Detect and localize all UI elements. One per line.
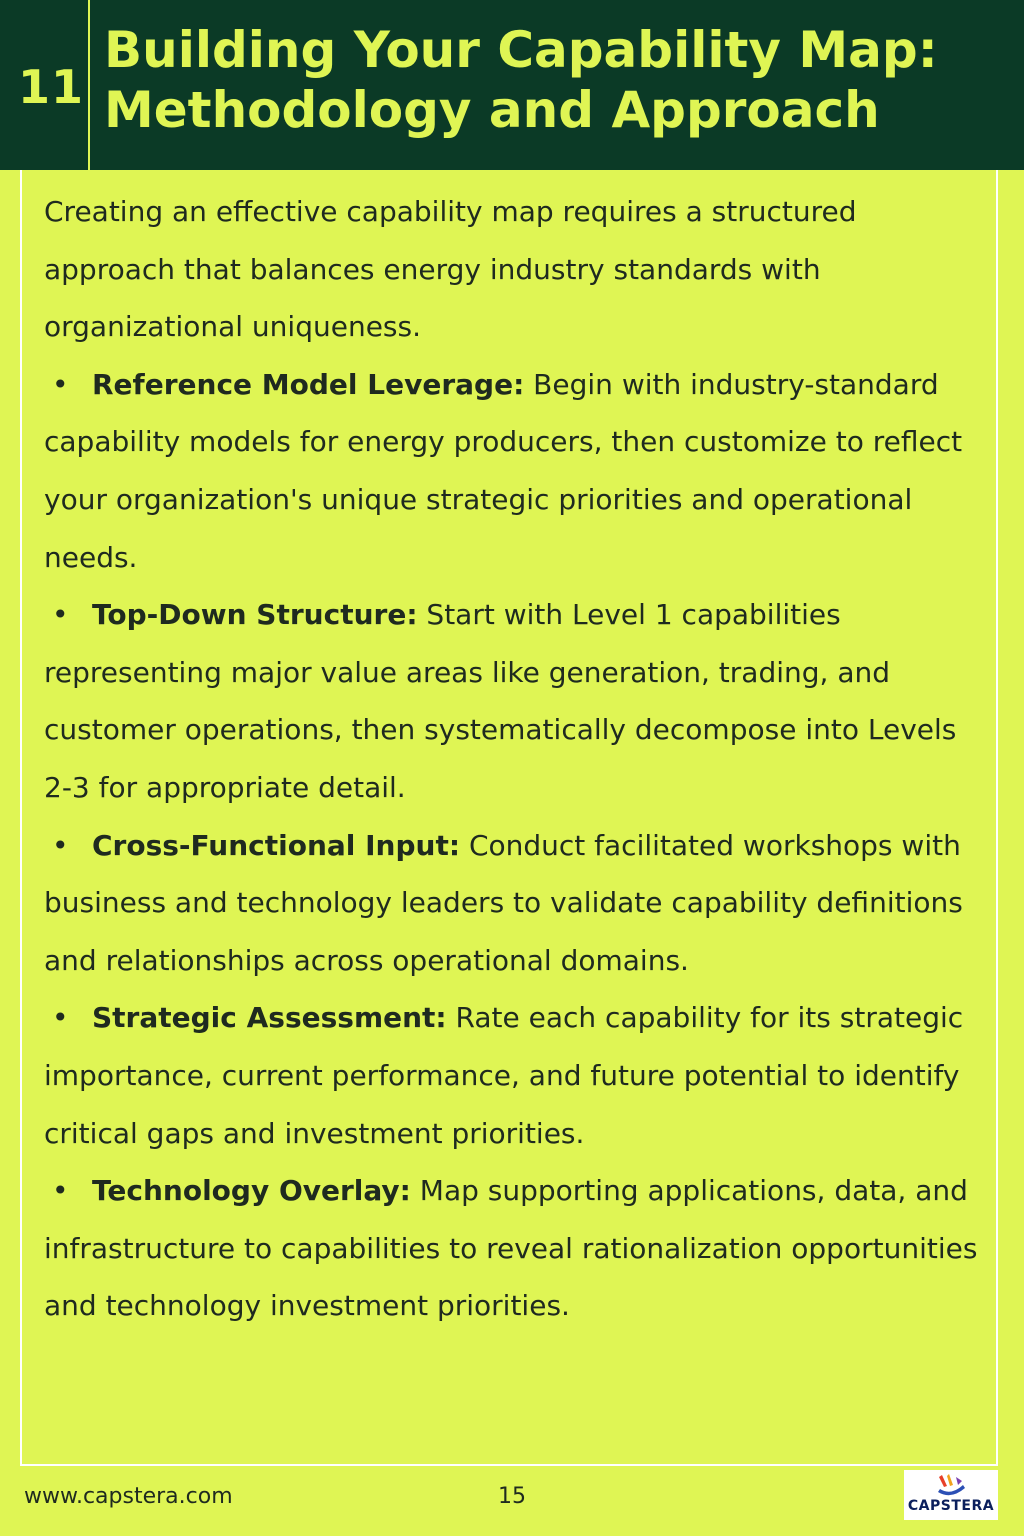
- page-title: [104, 20, 1004, 140]
- bullet-text: Map supporting applications, data, and infrastructure to capabilities to reveal rationalization opportunities and technology investment priorities.: [44, 1174, 978, 1323]
- capstera-logo-icon: [936, 1473, 966, 1497]
- bullet-heading: Cross-Functional Input:: [92, 828, 461, 862]
- list-item: [44, 586, 984, 816]
- bullet-heading: Technology Overlay:: [92, 1174, 411, 1208]
- intro-paragraph: Creating an effective capability map requires a structured approach that balances energy industry standards with organizational uniqueness.: [44, 195, 857, 344]
- title-line-1: Building Your Capability Map:: [104, 21, 938, 79]
- bullet-text: Begin with industry-standard capability models for energy producers, then customize to reflect your organization's unique strategic priorities and operational needs.: [44, 367, 963, 574]
- list-item: [44, 356, 984, 586]
- bullet-text: Conduct facilitated workshops with business and technology leaders to validate capability definitions and relationships across operational domains.: [44, 828, 963, 977]
- list-item: [44, 1162, 984, 1335]
- bullet-icon: •: [52, 1001, 69, 1035]
- bullet-list: [44, 356, 984, 1335]
- logo-text: CAPSTERA: [907, 1498, 995, 1514]
- title-line-2: Methodology and Approach: [104, 81, 880, 139]
- list-item: [44, 989, 984, 1162]
- bullet-icon: •: [52, 598, 69, 632]
- header-divider: [88, 0, 90, 170]
- content-body: [44, 183, 984, 1335]
- bullet-icon: •: [52, 367, 69, 401]
- bullet-text: Rate each capability for its strategic importance, current performance, and future potential to identify critical gaps and investment priorities.: [44, 1001, 964, 1150]
- capstera-logo: [904, 1470, 998, 1520]
- bullet-heading: Reference Model Leverage:: [92, 367, 525, 401]
- bullet-icon: •: [52, 828, 69, 862]
- bullet-icon: •: [52, 1174, 69, 1208]
- bullet-text: Start with Level 1 capabilities representing major value areas like generation, trading, and customer operations, then systematically decompose into Levels 2-3 for appropriate detail.: [44, 598, 957, 804]
- website-link[interactable]: www.capstera.com: [24, 1484, 233, 1509]
- page-header: [0, 0, 1024, 170]
- bullet-heading: Top-Down Structure:: [92, 598, 418, 632]
- bullet-heading: Strategic Assessment:: [92, 1001, 447, 1035]
- page-number: 15: [498, 1484, 526, 1509]
- section-number: 11: [18, 60, 85, 114]
- list-item: [44, 817, 984, 990]
